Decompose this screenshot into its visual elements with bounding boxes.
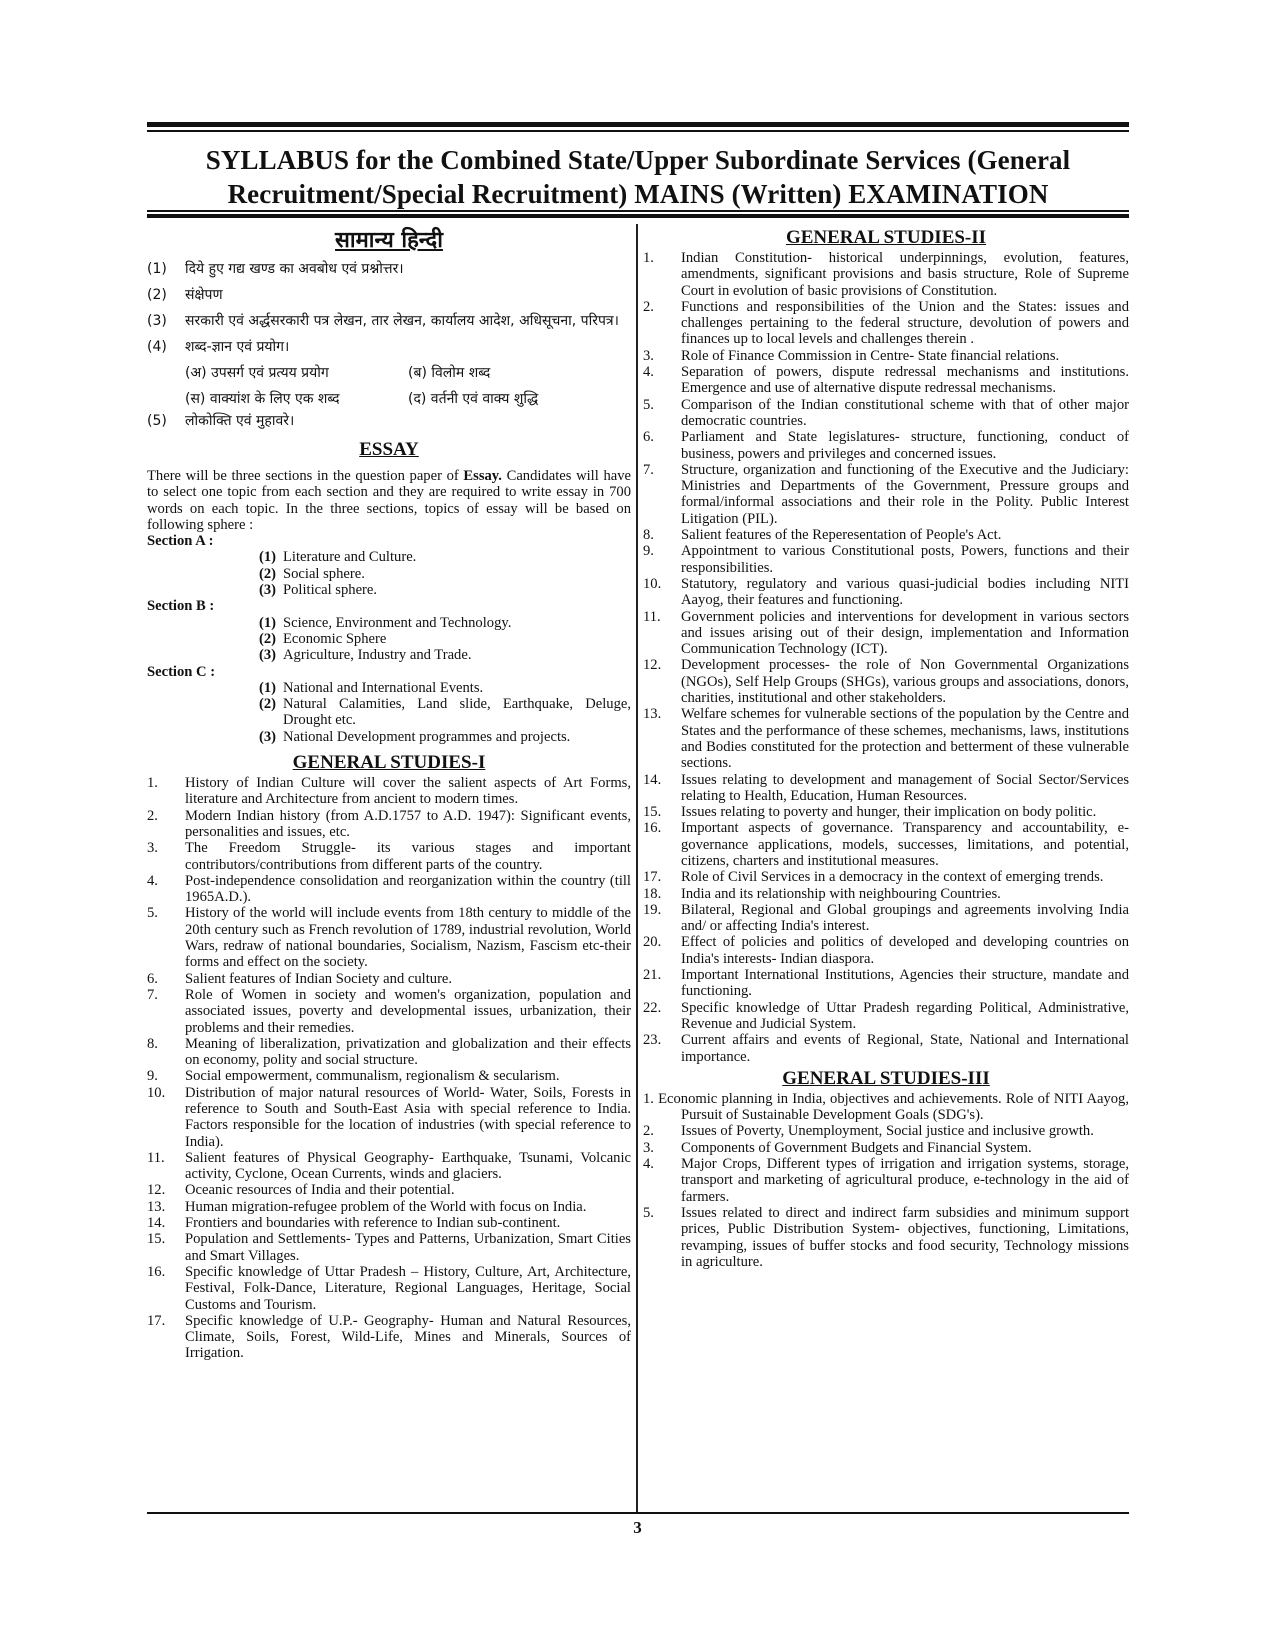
hindi-item [147,260,631,278]
gs1-item-num: 15. [147,1231,166,1248]
gs1-item-text: Modern Indian history (from A.D.1757 to A.D. 1947): Significant events, personalities and issues, etc. [185,807,631,840]
gs1-item-text: Distribution of major natural resources of World- Water, Soils, Forests in reference to South and South-East Asia with special reference to India. Factors responsible for the location of industries (with special reference to India). [185,1084,631,1150]
gs1-item-text: Population and Settlements- Types and Patterns, Urbanization, Smart Cities and Smart Villages. [185,1231,631,1264]
gs1-item-num: 12. [147,1182,166,1199]
gs3-item [643,1205,1129,1270]
essay-intro-pre: There will be three sections in the question paper of [147,468,464,484]
section-item [259,549,631,565]
hindi-item [147,338,631,356]
gs2-item [643,250,1129,299]
hindi-subrow [185,390,631,408]
gs2-heading: GENERAL STUDIES-II [785,227,987,248]
gs2-item-text: Salient features of the Reperesentation of People's Act. [681,527,1002,544]
gs1-item [147,1199,631,1215]
gs2-item [643,657,1129,706]
gs2-item-text: Government policies and interventions for development in various sectors and issues arising out of their design, implementation and Information Communication Technology (ICT). [681,608,1129,658]
gs2-item-text: Current affairs and events of Regional, State, National and International importance. [681,1032,1129,1065]
section-items [259,549,631,598]
gs2-item [643,576,1129,609]
gs2-item-num: 4. [643,364,654,381]
essay-section-c [147,664,631,745]
gs2-item [643,804,1129,820]
title-line-2: Recruitment/Special Recruitment) MAINS (Written) EXAMINATION [227,179,1049,209]
gs3-item [643,1156,1129,1205]
section-item [259,582,631,598]
hindi-sub-b: (ब) विलोम शब्द [408,365,491,381]
gs1-item-text: The Freedom Struggle- its various stages and important contributors/contributions from different parts of the country. [185,840,631,873]
hindi-item [147,286,631,304]
section-item [259,696,631,729]
gs1-item [147,1182,631,1198]
gs2-item-text: Statutory, regulatory and various quasi-judicial bodies including NITI Aayog, their features and functioning. [681,575,1129,609]
gs1-item [147,971,631,987]
gs2-item [643,348,1129,364]
gs2-item-num: 11. [643,608,661,625]
section-item [259,615,631,631]
gs1-item-text: Meaning of liberalization, privatization and globalization and their effects on economy, polity and social structure. [185,1035,631,1069]
essay-section-a [147,533,631,598]
gs1-item [147,840,631,873]
hindi-sub-a: (अ) उपसर्ग एवं प्रत्यय प्रयोग [185,365,329,381]
gs3-item-num: 5. [643,1204,654,1221]
gs1-item-text: Salient features of Indian Society and culture. [185,970,453,987]
gs2-item-text: India and its relationship with neighbouring Countries. [681,885,1001,902]
hindi-sub-d: (द) वर्तनी एवं वाक्य शुद्धि [408,391,539,407]
section-item-text: National Development programmes and projects. [283,728,571,745]
gs1-item-num: 4. [147,872,158,889]
gs1-item-text: Role of Women in society and women's organization, population and associated issues, poverty and developmental issues, urbanization, their problems and their remedies. [185,986,631,1036]
gs3-item [643,1123,1129,1139]
hindi-sub-c: (स) वाक्यांश के लिए एक शब्द [185,391,340,407]
gs2-item [643,902,1129,935]
gs1-item-text: Post-independence consolidation and reorganization within the country (till 1965A.D.). [185,872,631,906]
gs1-item-text: History of Indian Culture will cover the salient aspects of Art Forms, literature and Architecture from ancient to modern times. [185,775,631,808]
gs1-item-num: 1. [147,775,158,792]
gs1-item-num: 5. [147,905,158,922]
section-item-text: Science, Environment and Technology. [283,614,512,631]
gs2-item-text: Specific knowledge of Uttar Pradesh regarding Political, Administrative, Revenue and Judicial System. [681,999,1129,1032]
gs1-item-text: History of the world will include events from 18th century to middle of the 20th century such as French revolution of 1789, industrial revolution, World Wars, redraw of national boundaries, Socialism, Nazism, Fascism etc-their forms and effect on the society. [185,905,631,971]
gs2-item-text: Bilateral, Regional and Global groupings and agreements involving India and/ or affecting India's interest. [681,901,1129,935]
gs1-item [147,1150,631,1183]
gs2-item [643,772,1129,805]
gs2-item-num: 20. [643,934,662,951]
page-number: 3 [633,1518,642,1537]
section-item [259,680,631,696]
gs1-item [147,1231,631,1264]
gs2-item-text: Effect of policies and politics of developed and developing countries on India's interests- Indian diaspora. [681,934,1129,967]
section-label: Section C : [147,663,216,680]
gs2-item-text: Comparison of the Indian constitutional scheme with that of other major democratic countries. [681,396,1129,429]
hindi-item-text: दिये हुए गद्य खण्ड का अवबोध एवं प्रश्नोत्तर। [185,261,404,277]
gs1-item [147,1068,631,1084]
gs2-item-text: Structure, organization and functioning of the Executive and the Judiciary: Ministries and Departments of the Government, Pressure groups and formal/informal associations and their role in the Polity. Public Interest Litigation (PIL). [681,461,1129,527]
gs2-list [643,250,1129,1065]
essay-intro [147,468,631,533]
section-item-num: (3) [259,728,277,745]
gs3-item-text: Components of Government Budgets and Financial System. [681,1139,1032,1156]
essay-intro-post: Candidates will have to select one topic from each section and they are required to write essay in 700 words on each topic. In the three sections, topics of essay will be based on following sphere : [147,468,631,533]
gs1-item-num: 3. [147,840,158,857]
gs1-item-text: Social empowerment, communalism, regionalism & secularism. [185,1068,560,1085]
hindi-item-text: लोकोक्ति एवं मुहावरे। [185,413,295,429]
gs2-item-text: Important aspects of governance. Transparency and accountability, e-governance applications, models, successes, limitations, and potential, citizens, charters and institutional measures. [681,820,1129,869]
gs2-item [643,543,1129,576]
gs1-item-num: 9. [147,1068,158,1085]
hindi-subrow [185,364,631,382]
section-item [259,631,631,647]
section-item-text: Agriculture, Industry and Trade. [283,647,472,664]
gs1-item-num: 16. [147,1263,166,1280]
gs2-item-num: 10. [643,575,662,592]
section-item-text: Economic Sphere [283,630,387,647]
section-item-num: (1) [259,614,277,631]
gs1-item [147,808,631,841]
gs2-item-text: Role of Civil Services in a democracy in the context of emerging trends. [681,869,1104,886]
gs3-item-1: 1. Economic planning in India, objectives and achievements. Role of NITI Aayog, Pursuit of Sustainable Development Goals (SDG's). [643,1090,1129,1124]
gs2-item-num: 6. [643,429,654,446]
top-rule-thick [147,122,1129,127]
hindi-item-num: (3) [147,313,167,329]
section-label: Section B : [147,598,215,615]
gs3-item-num: 3. [643,1139,654,1156]
gs2-item-text: Important International Institutions, Agencies their structure, mandate and functioning. [681,967,1129,1000]
hindi-item-text: संक्षेपण [185,287,223,303]
gs1-item-text: Oceanic resources of India and their potential. [185,1182,455,1199]
gs1-item [147,1215,631,1231]
gs1-item-text: Frontiers and boundaries with reference to Indian sub-continent. [185,1215,561,1232]
gs1-item-num: 17. [147,1312,166,1329]
title-rule-thick [147,214,1129,218]
section-item-text: Social sphere. [283,565,365,582]
gs2-item-num: 16. [643,820,662,837]
section-items [259,680,631,745]
gs2-item [643,1032,1129,1065]
gs2-item-num: 1. [643,250,654,266]
gs2-item-text: Parliament and State legislatures- structure, functioning, conduct of business, powers and privileges and concerned issues. [681,429,1129,462]
title-rule-thin [147,210,1129,212]
gs1-item-num: 11. [147,1149,165,1166]
gs2-item [643,299,1129,348]
gs2-item-text: Development processes- the role of Non Governmental Organizations (NGOs), Self Help Groups (SHGs), various groups and associations, donors, charities, institutional and other stakeholders. [681,657,1129,707]
hindi-heading: सामान्य हिन्दी [335,228,443,253]
gs2-item-text: Issues relating to development and management of Social Sector/Services relating to Health, Education, Human Resources. [681,771,1129,804]
gs2-item-text: Issues relating to poverty and hunger, their implication on body politic. [681,804,1097,821]
section-item-text: Political sphere. [283,582,378,599]
hindi-item [147,312,631,330]
gs1-list [147,775,631,1362]
gs1-item-text: Human migration-refugee problem of the World with focus on India. [185,1198,587,1215]
gs2-item-num: 19. [643,901,662,918]
section-item-num: (1) [259,679,277,696]
gs1-item [147,1264,631,1313]
hindi-item-num: (4) [147,339,167,355]
gs1-item [147,873,631,906]
left-column [147,226,631,1362]
gs3-item [643,1140,1129,1156]
gs1-item-num: 10. [147,1084,166,1101]
gs2-item-num: 22. [643,999,662,1016]
gs2-item-num: 9. [643,543,654,560]
column-divider [636,224,638,1512]
gs2-item [643,706,1129,771]
gs2-item-num: 15. [643,804,662,821]
gs2-item [643,967,1129,1000]
gs2-item [643,886,1129,902]
gs1-item-text: Specific knowledge of Uttar Pradesh – History, Culture, Art, Architecture, Festival, Folk-Dance, Literature, Regional Languages, Heritage, Social Customs and Tourism. [185,1263,631,1313]
section-item-num: (3) [259,582,277,599]
gs2-item-num: 2. [643,298,654,315]
section-item [259,566,631,582]
gs2-item-num: 12. [643,657,662,674]
hindi-item-num: (5) [147,413,167,429]
gs2-item [643,869,1129,885]
gs3-item-text: Major Crops, Different types of irrigation and irrigation systems, storage, transport and marketing of agricultural produce, e-technology in the aid of farmers. [681,1156,1129,1205]
section-item-num: (2) [259,565,277,582]
section-item-text: Literature and Culture. [283,549,417,566]
section-item-num: (3) [259,647,277,664]
gs1-item-num: 13. [147,1198,166,1215]
section-label: Section A : [147,533,214,550]
gs3-heading: GENERAL STUDIES-III [782,1067,990,1089]
gs2-item-text: Indian Constitution- historical underpinnings, evolution, features, amendments, significant provisions and basis structure, Role of Supreme Court in evolution of basic provisions of Constitution. [681,250,1129,299]
section-item-text: National and International Events. [283,679,484,696]
hindi-item-text: सरकारी एवं अर्द्धसरकारी पत्र लेखन, तार लेखन, कार्यालय आदेश, अधिसूचना, परिपत्र। [185,313,619,329]
gs2-item-num: 13. [643,706,662,723]
right-column [643,226,1129,1270]
gs1-item-num: 6. [147,970,158,987]
section-item-num: (2) [259,696,277,713]
gs1-item [147,905,631,970]
essay-intro-bold: Essay. [463,468,502,484]
gs2-item-text: Role of Finance Commission in Centre- State financial relations. [681,347,1060,364]
gs2-item-num: 21. [643,967,662,984]
gs2-item-text: Separation of powers, dispute redressal mechanisms and institutions. Emergence and use of alternative dispute redressal mechanisms. [681,364,1129,397]
gs3-item-text: Issues related to direct and indirect farm subsidies and minimum support prices, Public Distribution System- objectives, functioning, Limitations, revamping, issues of buffer stocks and food security, Technology missions in agriculture. [681,1204,1129,1270]
hindi-section [147,260,631,430]
gs2-item [643,429,1129,462]
section-item [259,729,631,745]
gs1-item-num: 8. [147,1035,158,1052]
gs1-item [147,1036,631,1069]
gs2-item [643,364,1129,397]
gs2-item [643,462,1129,527]
gs2-item [643,934,1129,967]
gs2-item [643,609,1129,658]
gs2-item-text: Appointment to various Constitutional posts, Powers, functions and their responsibilities. [681,543,1129,576]
gs2-item-num: 5. [643,396,654,413]
section-item-num: (2) [259,630,277,647]
essay-section-b [147,598,631,663]
gs2-item-num: 18. [643,885,662,902]
gs1-item [147,987,631,1036]
section-items [259,615,631,664]
gs2-item-num: 23. [643,1032,662,1049]
gs2-item [643,1000,1129,1033]
gs2-item-num: 8. [643,527,654,544]
gs1-item [147,1085,631,1150]
gs2-item-num: 14. [643,771,662,788]
gs1-item-num: 2. [147,807,158,824]
page-title [147,143,1129,211]
section-item-text: Natural Calamities, Land slide, Earthquake, Deluge, Drought etc. [283,696,631,729]
gs2-item [643,397,1129,430]
gs1-item-text: Specific knowledge of U.P.- Geography- Human and Natural Resources, Climate, Soils, Forest, Wild-Life, Mines and Minerals, Sources of Irrigation. [185,1312,631,1362]
top-rule-thin [147,130,1129,132]
hindi-item-text: शब्द-ज्ञान एवं प्रयोग। [185,339,290,355]
gs1-item [147,1313,631,1362]
section-item-num: (1) [259,549,277,566]
gs3-list [643,1091,1129,1270]
hindi-item [147,412,631,430]
gs3-item-num: 2. [643,1123,654,1140]
bottom-rule [147,1512,1129,1514]
gs2-item-num: 3. [643,347,654,364]
hindi-item-num: (2) [147,287,167,303]
gs1-heading: GENERAL STUDIES-I [292,752,486,774]
gs2-item [643,527,1129,543]
gs2-item-text: Functions and responsibilities of the Union and the States: issues and challenges pertaining to the federal structure, devolution of powers and finances up to local levels and challenges therein . [681,298,1129,348]
gs1-item [147,775,631,808]
title-line-1: SYLLABUS for the Combined State/Upper Subordinate Services (General [205,145,1071,175]
gs3-item-text: Issues of Poverty, Unemployment, Social justice and inclusive growth. [681,1123,1094,1140]
gs2-item-num: 7. [643,461,654,478]
gs1-item-num: 7. [147,986,158,1003]
gs2-item-text: Welfare schemes for vulnerable sections of the population by the Centre and States and the performance of these schemes, mechanisms, laws, institutions and Bodies constituted for the protection and betterment of these vulnerable sections. [681,706,1129,772]
essay-heading: ESSAY [359,439,419,460]
gs1-item-num: 14. [147,1215,166,1232]
section-item [259,647,631,663]
gs2-item-num: 17. [643,869,662,886]
gs3-item-num: 4. [643,1156,654,1173]
gs1-item-text: Salient features of Physical Geography- Earthquake, Tsunami, Volcanic activity, Cyclone, Ocean Currents, winds and glaciers. [185,1149,631,1183]
gs2-item [643,820,1129,869]
hindi-item-num: (1) [147,261,167,277]
